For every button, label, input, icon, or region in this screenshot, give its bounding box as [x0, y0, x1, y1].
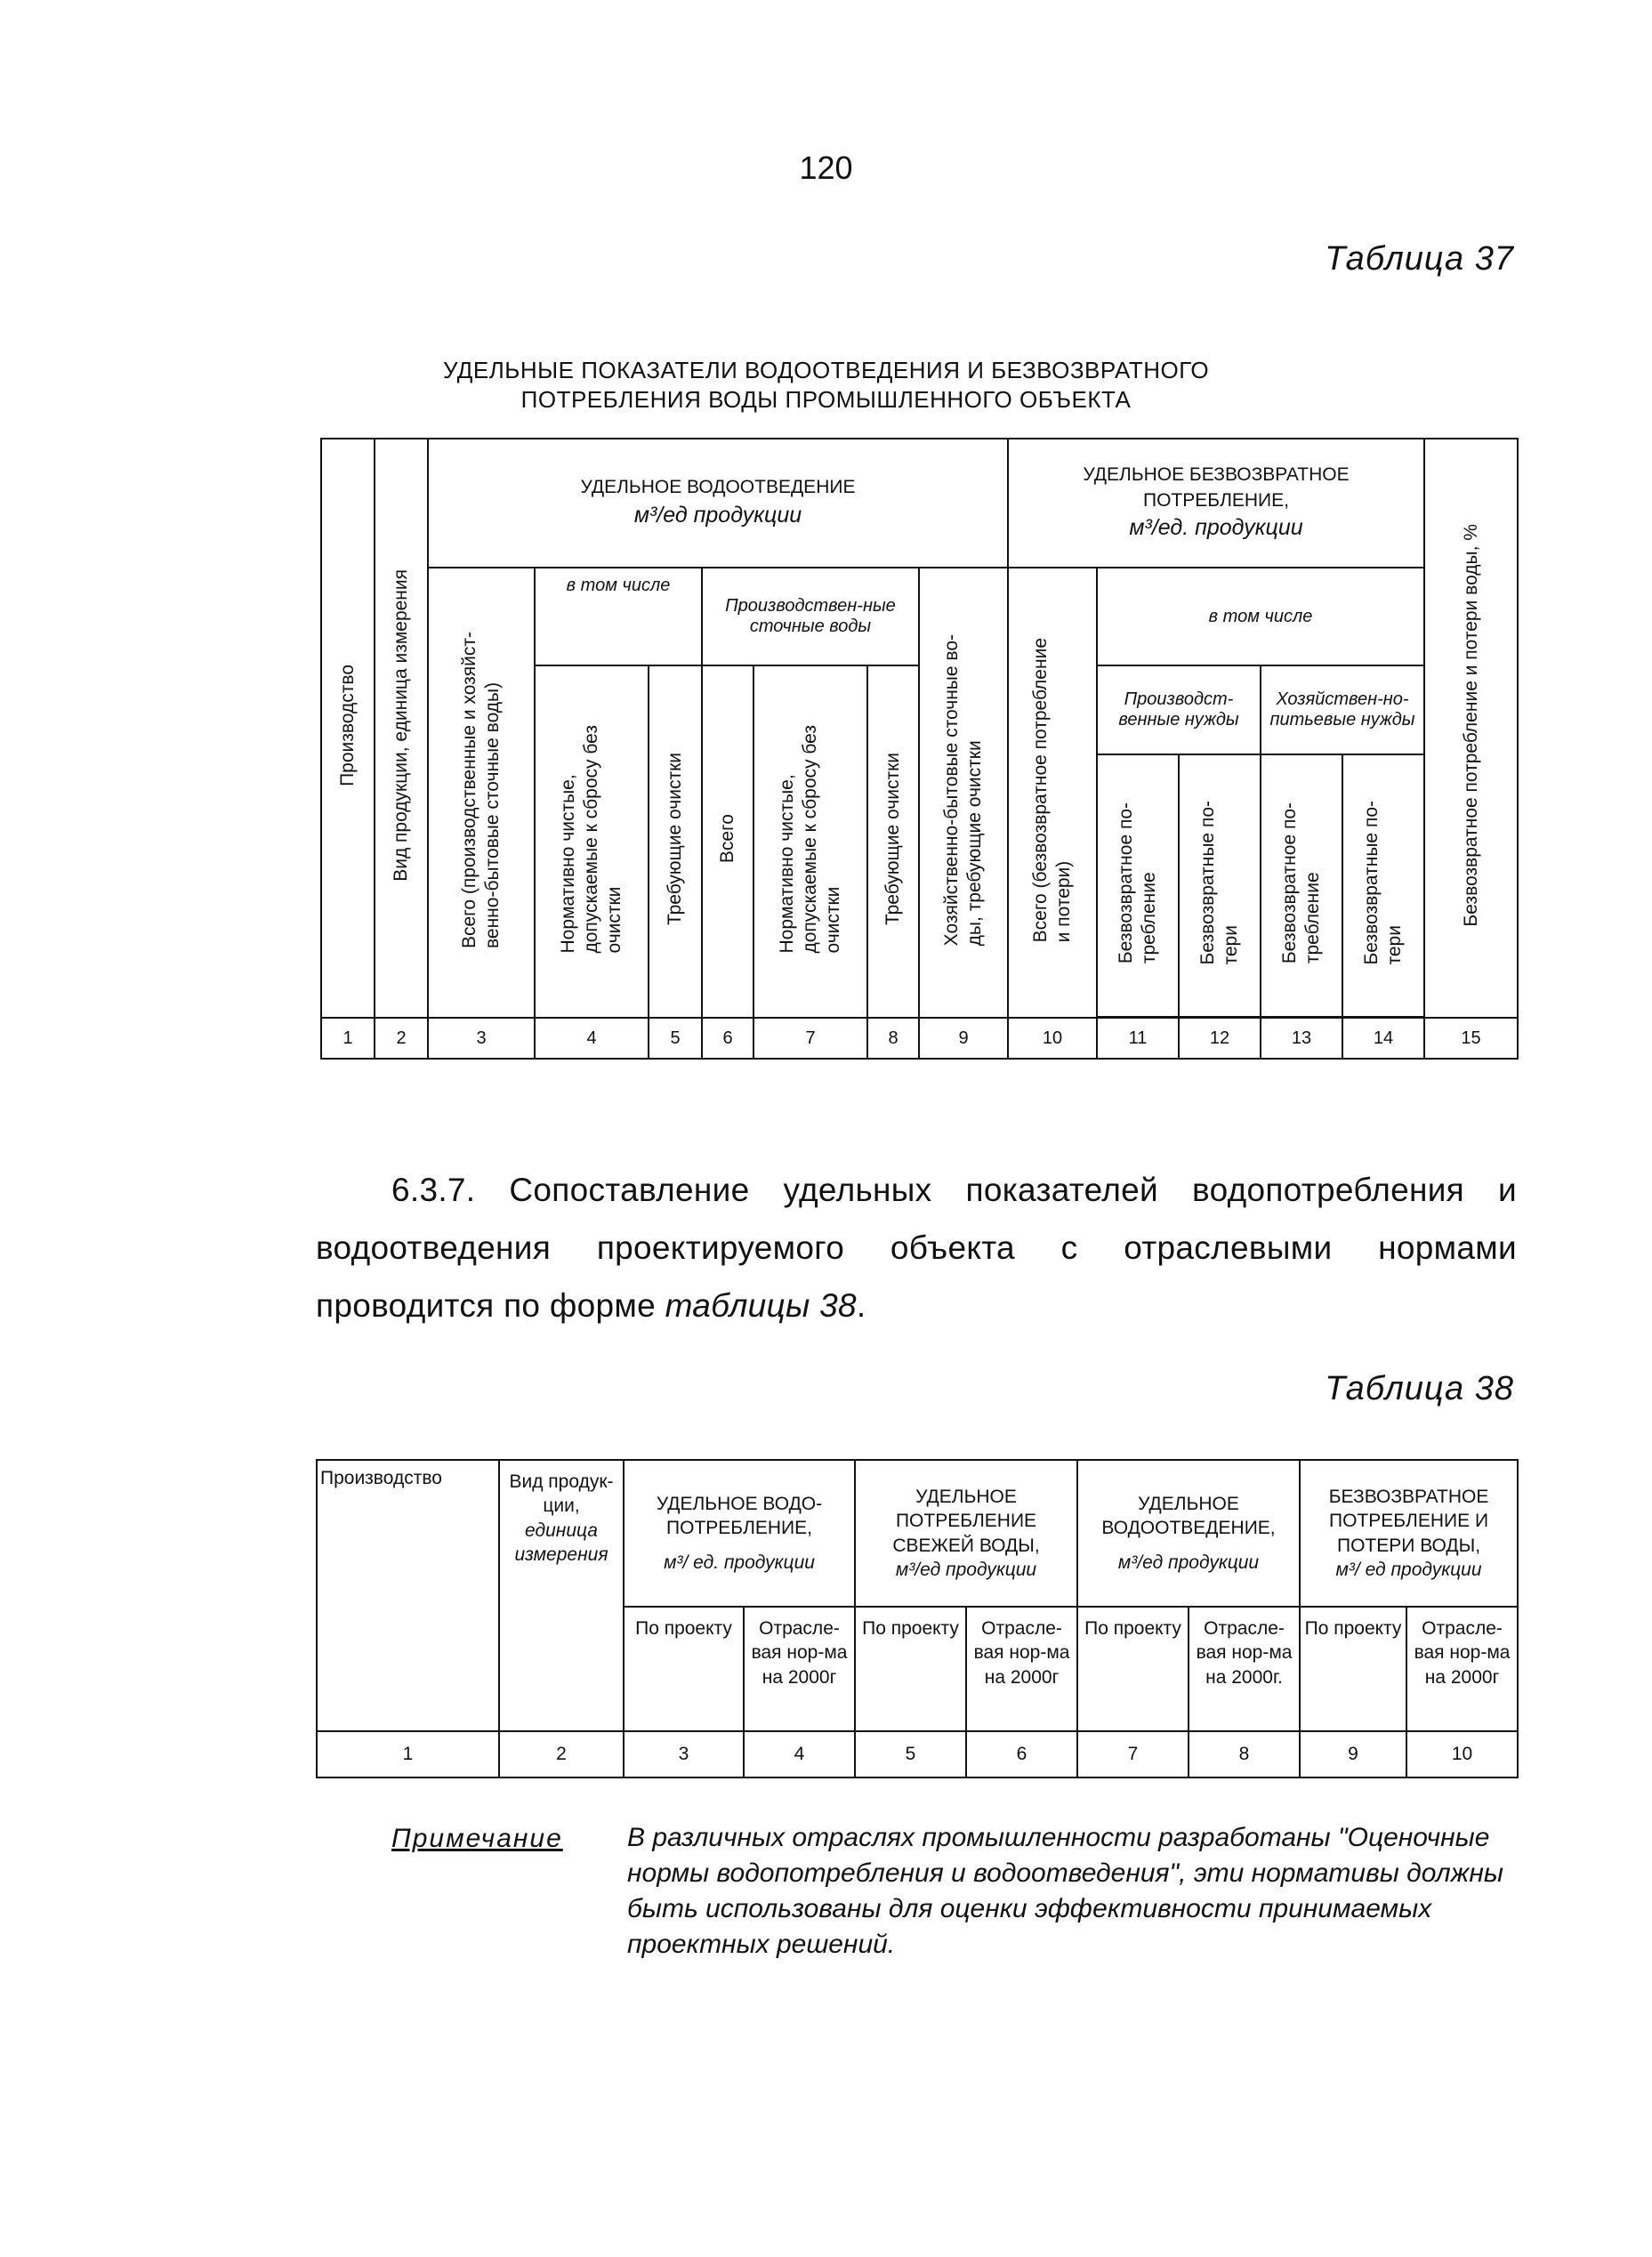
col-header-industry-norm: Отрасле-вая нор-ма на 2000г — [966, 1607, 1077, 1731]
col-header-total-nonreturn: Всего (безвозвратное потребление и потери) — [1008, 568, 1097, 1018]
col-number: 10 — [1406, 1731, 1518, 1777]
col-header-by-project: По проекту — [855, 1607, 966, 1731]
col-number: 3 — [428, 1018, 535, 1059]
table-37-title-line1: УДЕЛЬНЫЕ ПОКАЗАТЕЛИ ВОДООТВЕДЕНИЯ И БЕЗВОЗВРАТНОГО — [442, 357, 1210, 383]
col-number: 2 — [375, 1018, 428, 1059]
subheader-including-2: в том числе — [1097, 568, 1424, 665]
col-header-production: Производство — [317, 1460, 499, 1731]
col-number: 7 — [1077, 1731, 1189, 1777]
col-header-product-unit: Вид продукции, единица измерения — [375, 439, 428, 1018]
col-number: 6 — [702, 1018, 753, 1059]
col-number: 9 — [919, 1018, 1008, 1059]
subheader-production-needs: Производст-венные нужды — [1097, 665, 1261, 754]
col-header-prod-consumption: Безвозвратное по- требление — [1097, 754, 1179, 1017]
col-number: 3 — [624, 1731, 744, 1777]
col-number: 8 — [867, 1018, 919, 1059]
col-header-clean: Нормативно чистые, допускаемые к сбросу без очистки — [535, 665, 649, 1018]
col-header-prod-losses: Безвозвратные по- тери — [1179, 754, 1261, 1017]
col-number: 5 — [649, 1018, 702, 1059]
table-37-title — [0, 356, 1652, 415]
col-header-by-project: По проекту — [1300, 1607, 1406, 1731]
col-number: 4 — [535, 1018, 649, 1059]
col-header-total-production: Всего — [702, 665, 753, 1018]
col-number: 11 — [1097, 1018, 1179, 1059]
table-reference: таблицы 38 — [665, 1287, 857, 1324]
col-number: 15 — [1424, 1018, 1518, 1059]
col-header-by-project: По проекту — [1077, 1607, 1189, 1731]
col-header-production-clean: Нормативно чистые, допускаемые к сбросу без очистки — [753, 665, 867, 1018]
col-header-production: Производство — [321, 439, 375, 1018]
col-number: 5 — [855, 1731, 966, 1777]
note-label: Примечание — [391, 1824, 563, 1853]
subheader-production-wastewater: Производствен-ные сточные воды — [702, 568, 919, 665]
note-text: В различных отраслях промышленности разработаны "Оценочные нормы водопотребления и водоотведения", эти нормативы должны быть использованы для оценки эффективности принимаемых проектных решений. — [627, 1823, 1503, 1959]
col-header-by-project: По проекту — [624, 1607, 744, 1731]
col-header-loss-percent: Безвозвратное потребление и потери воды, % — [1424, 439, 1518, 1018]
col-number: 2 — [499, 1731, 624, 1777]
col-number: 14 — [1342, 1018, 1424, 1059]
col-number: 1 — [317, 1731, 499, 1777]
table-37-title-line2: ПОТРЕБЛЕНИЯ ВОДЫ ПРОМЫШЛЕННОГО ОБЪЕКТА — [520, 386, 1132, 413]
col-number: 1 — [321, 1018, 375, 1059]
table-37-caption: Таблица 37 — [1325, 240, 1514, 278]
col-number: 12 — [1179, 1018, 1261, 1059]
col-number: 13 — [1261, 1018, 1342, 1059]
group-header-water-use: УДЕЛЬНОЕ ВОДО-ПОТРЕБЛЕНИЕ, м³/ ед. продукции — [624, 1460, 855, 1607]
col-number: 9 — [1300, 1731, 1406, 1777]
col-number: 10 — [1008, 1018, 1097, 1059]
subheader-domestic-needs: Хозяйствен-но-питьевые нужды — [1261, 665, 1424, 754]
col-header-industry-norm: Отрасле-вая нор-ма на 2000г. — [1189, 1607, 1300, 1731]
table-38-caption: Таблица 38 — [1325, 1370, 1514, 1407]
table-37 — [320, 438, 1519, 1060]
col-header-industry-norm: Отрасле-вая нор-ма на 2000г — [744, 1607, 855, 1731]
col-header-total-wastewater: Всего (производственные и хозяйст- венно-бытовые сточные воды) — [428, 568, 535, 1018]
subheader-including: в том числе — [535, 568, 702, 665]
group-header-nonreturn: БЕЗВОЗВРАТНОЕ ПОТРЕБЛЕНИЕ И ПОТЕРИ ВОДЫ, м³/ ед продукции — [1300, 1460, 1518, 1607]
group-header-nonreturn: УДЕЛЬНОЕ БЕЗВОЗВРАТНОЕ ПОТРЕБЛЕНИЕ, м³/ед. продукции — [1008, 439, 1424, 568]
group-header-discharge: УДЕЛЬНОЕ ВОДООТВЕДЕНИЕ м³/ед продукции — [428, 439, 1008, 568]
col-header-product-unit: Вид продук-ции, единица измерения — [499, 1460, 624, 1731]
col-header-production-requires-treatment: Требующие очистки — [867, 665, 919, 1018]
group-header-discharge: УДЕЛЬНОЕ ВОДООТВЕДЕНИЕ, м³/ед продукции — [1077, 1460, 1300, 1607]
col-header-domestic-consumption: Безвозвратное по- требление — [1261, 754, 1342, 1017]
col-number: 8 — [1189, 1731, 1300, 1777]
col-header-industry-norm: Отрасле-вая нор-ма на 2000г — [1406, 1607, 1518, 1731]
body-paragraph: 6.3.7. Сопоставление удельных показателей водопотребления и водоотведения проектируемого объекта с отраслевыми нормами проводится по форме таблицы 38. — [316, 1172, 1517, 1324]
col-header-domestic-wastewater: Хозяйственно-бытовые сточные во- ды, требующие очистки — [919, 568, 1008, 1018]
col-header-requires-treatment: Требующие очистки — [649, 665, 702, 1018]
page-number: 120 — [799, 149, 853, 186]
col-header-domestic-losses: Безвозвратные по- тери — [1342, 754, 1424, 1017]
col-number: 4 — [744, 1731, 855, 1777]
table-38 — [316, 1459, 1519, 1778]
col-number: 6 — [966, 1731, 1077, 1777]
col-number: 7 — [753, 1018, 867, 1059]
group-header-fresh-water: УДЕЛЬНОЕ ПОТРЕБЛЕНИЕ СВЕЖЕЙ ВОДЫ, м³/ед продукции — [855, 1460, 1077, 1607]
